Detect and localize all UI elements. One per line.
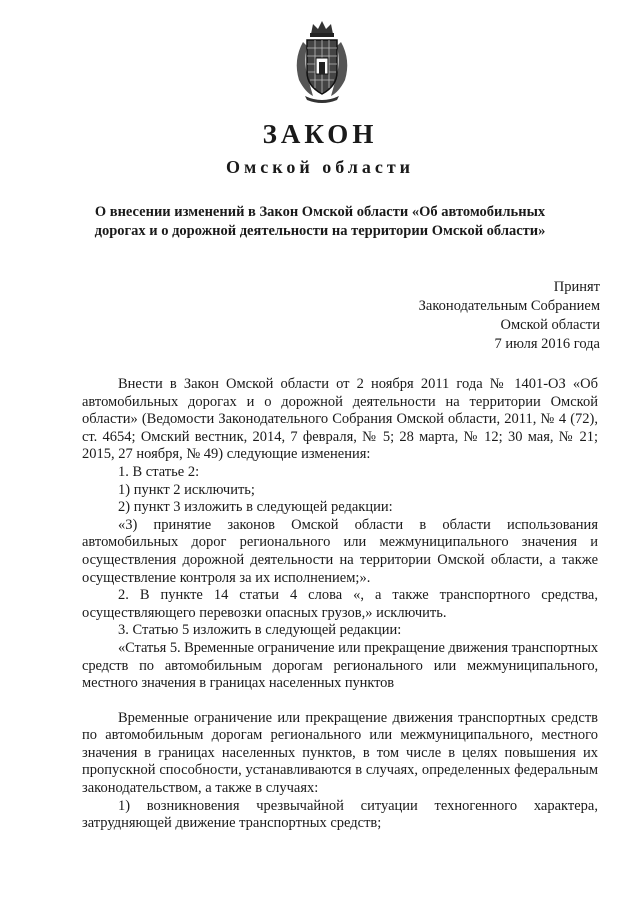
amendment-item: 1. В статье 2:	[118, 463, 200, 480]
law-heading	[60, 203, 580, 241]
amendment-subitem: 1) пункт 2 исключить;	[118, 481, 255, 498]
law-heading-line: О внесении изменений в Закон Омской области «Об автомобильных	[94, 204, 546, 220]
document-type-title: ЗАКОН	[262, 119, 378, 149]
amendment-subitem: 2) пункт 3 изложить в следующей редакции:	[118, 499, 393, 516]
amendment-item: 3. Статью 5 изложить в следующей редакции:	[118, 622, 402, 639]
article-subitem: 1) возникновения чрезвычайной ситуации техногенного характера, затрудняющей движение транспортных средств;	[82, 797, 598, 832]
law-heading-line: дорогах и о дорожной деятельности на территории Омской области»	[94, 223, 546, 239]
article-title: «Статья 5. Временные ограничение или прекращение движения транспортных средств по автомобильным дорогам регионального или межмуниципального, местного значения в границах населенных пунктов	[82, 639, 598, 692]
adoption-block	[419, 278, 600, 354]
article-paragraph: Временные ограничение или прекращение движения транспортных средств по автомобильным дорогам регионального или межмуниципального, местного значения в границах населенных пунктов, в том числе в целях повышения их пропускной способности, устанавливаются в случаях, определенных федеральным законодательством, а также в случаях:	[82, 709, 598, 797]
document-region-title: Омской области	[225, 157, 415, 177]
intro-paragraph: Внести в Закон Омской области от 2 ноября 2011 года № 1401-ОЗ «Об автомобильных дорогах и о дорожной деятельности на территории Омской области» (Ведомости Законодательного Собрания Омской области, 2011, № 4 (72), ст. 4654; Омский вестник, 2014, 7 февраля, № 5; 28 марта, № 12; 30 мая, № 21; 2015, 27 ноября, № 49) следующие изменения:	[82, 376, 598, 463]
adoption-line: Законодательным Собранием	[418, 298, 600, 314]
coat-of-arms-icon	[289, 20, 355, 104]
adoption-date: 7 июля 2016 года	[494, 336, 600, 352]
law-body	[82, 376, 598, 833]
quoted-text: «3) принятие законов Омской области в области использования автомобильных дорог регионального или межмуниципального значения и осуществления дорожной деятельности на территории Омской области, а также осуществление контроля за их исполнением;».	[82, 516, 598, 586]
adoption-line: Принят	[553, 279, 600, 295]
amendment-item: 2. В пункте 14 статьи 4 слова «, а также транспортного средства, осуществляющего перевозки опасных грузов,» исключить.	[82, 587, 598, 621]
adoption-line: Омской области	[500, 317, 600, 333]
